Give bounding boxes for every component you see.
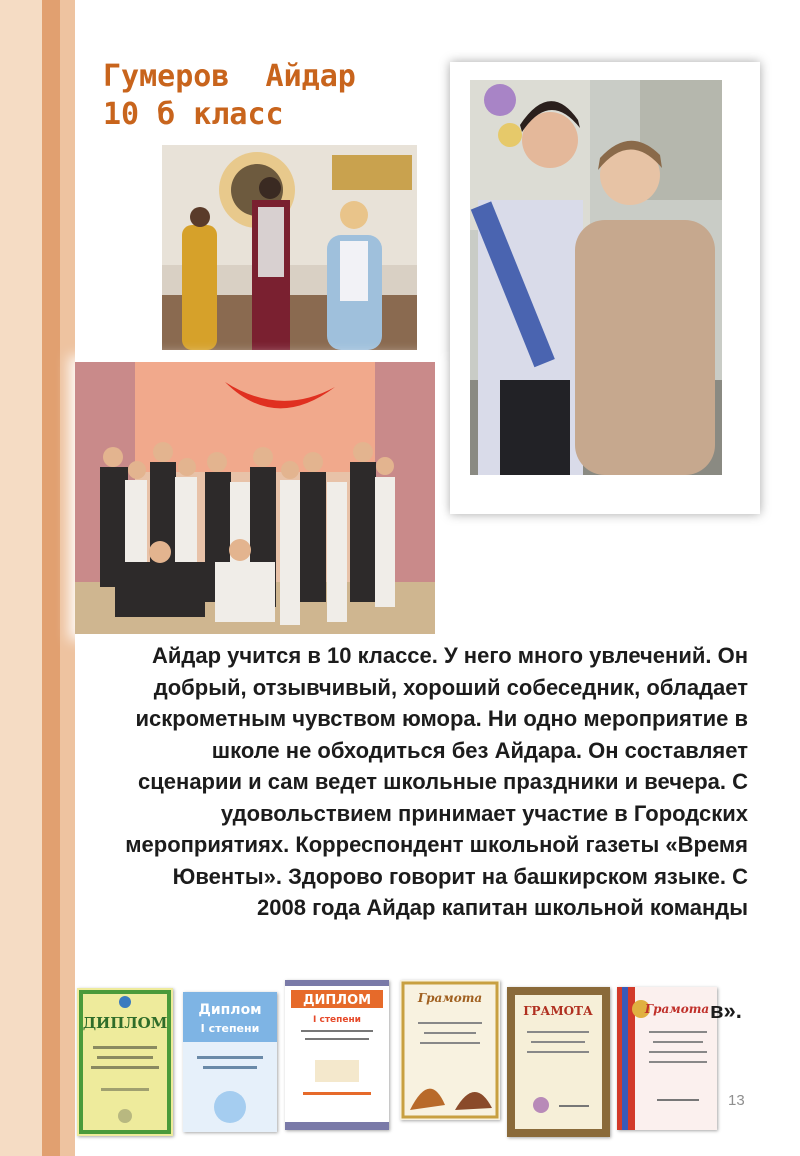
student-class: 10 б класс bbox=[103, 97, 284, 132]
cert2-heading: Диплом bbox=[198, 1002, 262, 1018]
student-name: Гумеров Айдар bbox=[103, 59, 356, 94]
cert1-heading: ДИПЛОМ bbox=[82, 1014, 168, 1032]
cert5-heading: ГРАМОТА bbox=[523, 1004, 593, 1018]
portrait-photo bbox=[470, 80, 722, 475]
certificate-gramota-red bbox=[617, 987, 717, 1130]
group-stage-photo bbox=[75, 362, 435, 634]
stage-performance-photo bbox=[162, 145, 417, 350]
certificate-diploma-orange bbox=[285, 980, 389, 1130]
cert2-subheading: I степени bbox=[200, 1022, 260, 1035]
cert3-subheading: I степени bbox=[313, 1015, 361, 1025]
certificate-diploma-blue bbox=[183, 992, 277, 1132]
page-title bbox=[103, 58, 356, 134]
decorative-stripe-outer bbox=[0, 0, 42, 1156]
page-number: 13 bbox=[728, 1092, 745, 1109]
cert6-heading: Грамота bbox=[644, 1002, 710, 1016]
biography-text-tail: в». bbox=[710, 998, 742, 1023]
cert3-heading: ДИПЛОМ bbox=[302, 993, 372, 1008]
certificate-gramota-ornate bbox=[400, 980, 500, 1120]
decorative-stripe-middle bbox=[42, 0, 60, 1156]
certificate-gramota-brown bbox=[507, 987, 610, 1137]
decorative-stripe-inner bbox=[60, 0, 75, 1156]
cert4-heading: Грамота bbox=[417, 991, 483, 1005]
certificate-diploma-green bbox=[77, 988, 173, 1136]
biography-text: Айдар учится в 10 классе. У него много увлечений. Он добрый, отзывчивый, хороший собеседник, обладает искрометным чувством юмора. Ни одно мероприятие в школе не обходиться без Айдара. Он составляет сценарии и сам ведет школьные праздники и вечера. С удовольствием принимает участие в Городских мероприятиях. Корреспондент школьной газеты «Время Ювенты». Здорово говорит на башкирском языке. С 2008 года Айдар капитан школьной команды bbox=[125, 643, 748, 920]
